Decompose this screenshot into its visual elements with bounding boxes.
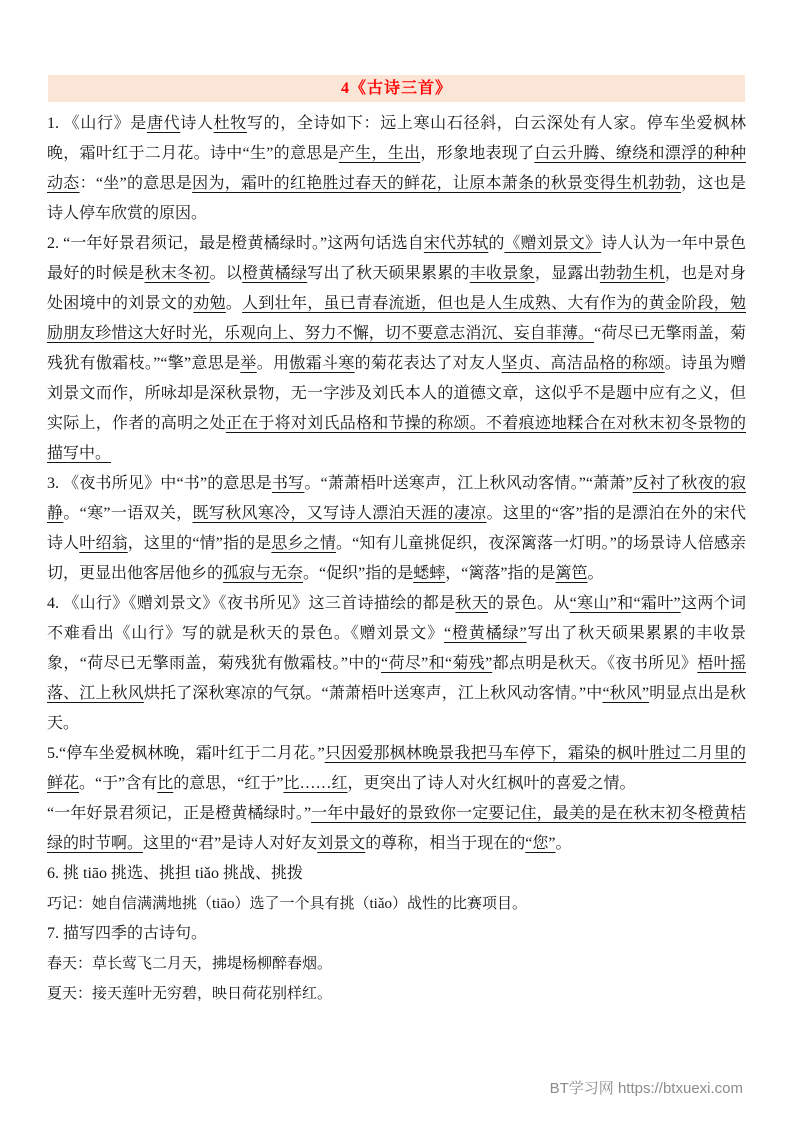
text-segment: ，也是对身处困境中的刘景文的 (47, 265, 746, 312)
text-segment: 丰收景象 (469, 265, 535, 282)
text-segment: 蟋蟀 (413, 565, 446, 582)
text-segment: 这两个词不难看出《山行》写的就是秋天的景色。《赠刘景文》 (47, 595, 746, 642)
text-segment: 。这里的“客”指的是漂泊在外的宋代诗人 (47, 505, 746, 552)
text-segment: 秋天 (455, 595, 489, 612)
text-segment: 杜牧 (213, 115, 247, 132)
text-segment: 反衬了秋夜的寂静 (47, 475, 746, 522)
text-segment: 刘景文 (317, 835, 366, 852)
text-segment: 2. “一年好景君须记，最是橙黄橘绿时。”这两句话选自 (47, 235, 424, 252)
text-segment: 5.“停车坐爱枫林晚，霜叶红于二月花。” (47, 745, 325, 762)
paragraph-7 (47, 919, 746, 949)
paragraph-6-mnemonic (47, 889, 746, 919)
text-segment: 的意思，“红于” (173, 775, 284, 792)
text-segment: “您” (525, 835, 556, 852)
watermark (550, 1081, 743, 1096)
text-segment: 既写秋风寒冷，又写诗人漂泊天涯的凄凉 (192, 505, 487, 522)
text-segment: 思乡之情 (271, 535, 336, 552)
text-segment: 橙黄橘绿 (242, 265, 308, 282)
text-segment: 。“促织”指的是 (303, 565, 414, 582)
text-segment: “寒山”和“霜叶” (569, 595, 681, 612)
text-segment: 这里的“君”是诗人对好友 (143, 835, 318, 852)
text-segment: ，“篱落”指的是 (445, 565, 556, 582)
text-segment: 1. 《山行》是 (47, 115, 147, 132)
text-segment: 。 (555, 835, 572, 852)
text-segment: 。诗虽为赠刘景文而作，所咏却是深秋景物，无一字涉及刘氏本人的道德文章，这似乎不是题中应有之义，但实际上，作者的高明之处 (47, 355, 746, 432)
paragraph-5 (47, 739, 746, 799)
text-segment: 6. 挑 tiāo 挑选、挑担 tiǎo 挑战、挑拨 (47, 865, 303, 882)
text-segment: 夏天：接天莲叶无穷碧，映日荷花别样红。 (47, 986, 333, 1002)
text-segment: 的景色。从 (488, 595, 570, 612)
document-title: 4《古诗三首》 (340, 79, 452, 97)
text-segment: ，显露出 (534, 265, 600, 282)
document-body (47, 109, 746, 1009)
text-segment: 写出了秋天硕果累累的丰收景象，“荷尽已无擎雨盖，菊残犹有傲霜枝。”中的 (47, 625, 746, 672)
text-segment: 梧叶摇落、江上秋风 (47, 655, 746, 702)
text-segment: 篱笆 (555, 565, 588, 582)
text-segment: ，形象地表现了 (420, 145, 535, 162)
text-segment: “荷尽已无擎雨盖，菊残犹有傲霜枝。”“擎”意思是 (47, 325, 746, 372)
text-segment: ，这也是诗人停车欣赏的原因。 (47, 175, 746, 222)
text-segment: 书写 (271, 475, 305, 492)
text-segment: 唐代 (146, 115, 181, 132)
watermark-text: BT学习网 https://btxuexi.com (549, 1080, 743, 1097)
text-segment: 。 (587, 565, 604, 582)
text-segment: 。“于”含有 (79, 775, 158, 792)
text-segment: 。以 (209, 265, 243, 282)
text-segment: 白云升腾、缭绕和漂浮的种种动态 (47, 145, 746, 192)
paragraph-4 (47, 589, 746, 739)
text-segment: ，这里的“情”指的是 (127, 535, 272, 552)
text-segment: 7. 描写四季的古诗句。 (47, 925, 208, 942)
paragraph-7-spring-line (47, 949, 746, 979)
text-segment: “橙黄橘绿” (444, 625, 527, 642)
text-segment: 正在于将对刘氏品格和节操的称颂。不着痕迹地糅合在对秋末初冬景物的描写中。 (47, 415, 746, 462)
text-segment: 。“寒”一语双关， (63, 505, 193, 522)
text-segment: 孤寂与无奈 (223, 565, 304, 582)
text-segment: 举 (240, 355, 257, 372)
text-segment: ，更突出了诗人对火红枫叶的喜爱之情。 (347, 775, 636, 792)
text-segment: 秋末冬初 (144, 265, 210, 282)
text-segment: 烘托了深秋寒凉的气氛。“萧萧梧叶送寒声，江上秋风动客情。”中 (143, 685, 603, 702)
text-segment: 3. 《夜书所见》中“书”的意思是 (47, 475, 272, 492)
text-segment: 的 (488, 235, 505, 252)
text-segment: 叶绍翁 (79, 535, 128, 552)
text-segment: 傲霜斗寒 (289, 355, 355, 372)
text-segment: 的尊称，相当于现在的 (365, 835, 526, 852)
text-segment: 。 (225, 295, 243, 312)
text-segment: 因为，霜叶的红艳胜过春天的鲜花，让原本萧条的秋景变得生机勃勃 (192, 175, 682, 192)
text-segment: 诗人 (180, 115, 214, 132)
text-segment: 诗人认为一年中景色最好的时候是 (47, 235, 746, 282)
paragraph-2 (47, 229, 746, 469)
paragraph-6 (47, 859, 746, 889)
text-segment: 《赠刘景文》 (504, 235, 602, 252)
text-segment: 明显点出是秋天。 (47, 685, 746, 732)
text-segment: 宋代苏轼 (423, 235, 489, 252)
text-segment: 的菊花表达了对友人 (354, 355, 502, 372)
title-bar (48, 75, 745, 102)
text-segment: 。“知有儿童挑促织，夜深篱落一灯明。”的场景诗人倍感亲切，更显出他客居他乡的 (47, 535, 746, 582)
paragraph-7-summer-line (47, 979, 746, 1009)
text-segment: 4. 《山行》《赠刘景文》《夜书所见》这三首诗描绘的都是 (47, 595, 456, 612)
text-segment: 春天：草长莺飞二月天，拂堤杨柳醉春烟。 (47, 956, 333, 972)
text-segment: 产生，生出 (338, 145, 421, 162)
text-segment: 。用 (256, 355, 290, 372)
text-segment: 一年中最好的景致你一定要记住，最美的是在秋末初冬橙黄桔绿的时节啊。 (47, 805, 746, 852)
text-segment: 比 (157, 775, 174, 792)
text-segment: ：“坐”的意思是 (79, 175, 193, 192)
text-segment: 。“萧萧梧叶送寒声，江上秋风动客情。”“萧萧” (304, 475, 633, 492)
text-segment: 写出了秋天硕果累累的 (307, 265, 470, 282)
text-segment: “秋风” (602, 685, 650, 702)
text-segment: 比……红 (283, 775, 348, 792)
paragraph-3 (47, 469, 746, 589)
text-segment: 坚贞、高洁品格的称颂 (501, 355, 665, 372)
text-segment: 写的，全诗如下：远上寒山石径斜，白云深处有人家。停车坐爱枫林晚，霜叶红于二月花。诗中“生”的意思是 (47, 115, 746, 162)
text-segment: 勃勃生机 (599, 265, 665, 282)
text-segment: “荷尽”和“菊残” (381, 655, 493, 672)
text-segment: 人到壮年，虽已青春流逝，但也是人生成熟、大有作为的黄金阶段，勉励朋友珍惜这大好时光，乐观向上、努力不懈，切不要意志消沉、妄自菲薄。 (47, 295, 746, 342)
paragraph-1 (47, 109, 746, 229)
text-segment: “一年好景君须记，正是橙黄橘绿时。” (47, 805, 312, 822)
text-segment: 只因爱那枫林晚景我把马车停下，霜染的枫叶胜过二月里的鲜花 (47, 745, 746, 792)
text-segment: 劝勉 (193, 295, 226, 312)
text-segment: 巧记：她自信满满地挑（tiāo）选了一个具有挑（tiǎo）战性的比赛项目。 (47, 896, 527, 912)
paragraph-5-continued (47, 799, 746, 859)
text-segment: 都点明是秋天。《夜书所见》 (492, 655, 698, 672)
